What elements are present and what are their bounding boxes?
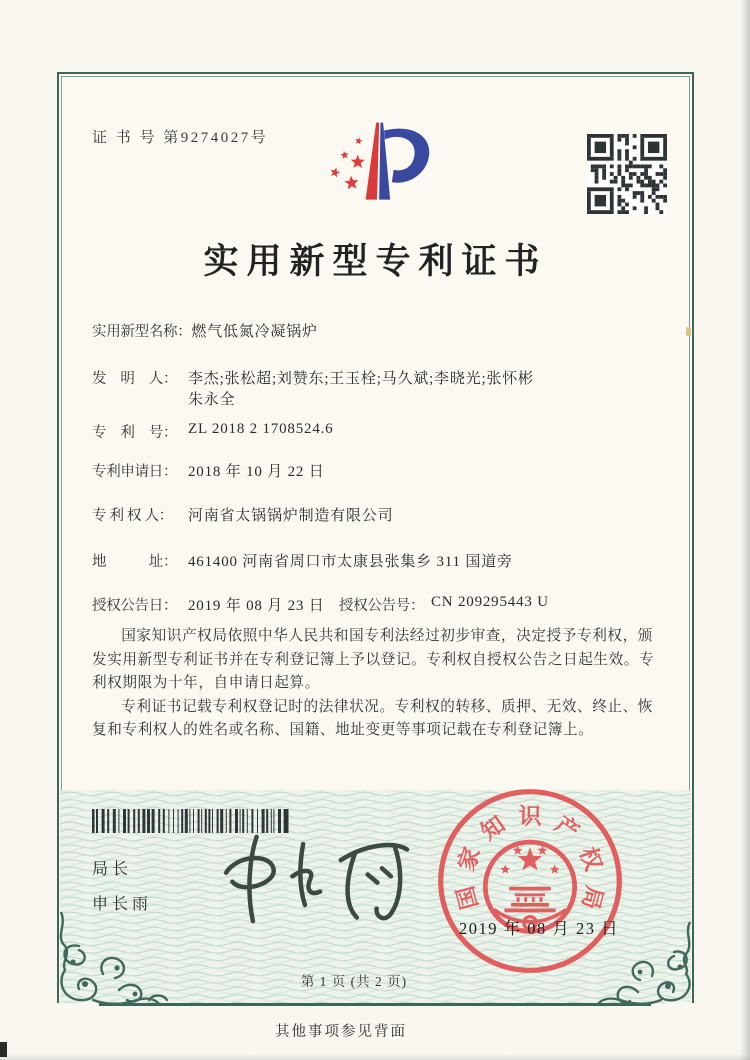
field-row-address (92, 550, 667, 571)
field-label: 发 明 人： (92, 371, 178, 387)
seal-date: 2019 年 08 月 23 日 (459, 919, 620, 938)
svg-text:国: 国 (452, 883, 483, 912)
svg-text:识: 识 (518, 804, 542, 829)
scan-artifact (0, 1042, 7, 1057)
svg-text:局: 局 (577, 883, 608, 912)
field-label: 授权公告日： (92, 598, 178, 614)
field-value: 461400 河南省周口市太康县张集乡 311 国道旁 (188, 554, 513, 570)
field-label: 专利申请日： (92, 464, 178, 480)
scan-artifact (686, 327, 691, 336)
certificate-title: 实用新型专利证书 (203, 242, 548, 281)
field-value: 2019 年 08 月 23 日 (188, 598, 325, 614)
svg-text:家: 家 (453, 843, 486, 874)
cnipa-logo-icon (314, 112, 489, 226)
field-label: 授权公告号： (339, 598, 425, 614)
field-row-grant (92, 594, 667, 615)
director-title: 局长 (92, 861, 133, 878)
field-label: 地 址： (92, 554, 178, 570)
inventor-line-1: 李杰;张松超;刘赞东;王玉栓;马久斌;李晓光;张怀彬 (188, 371, 534, 387)
field-value: 燃气低氮冷凝锅炉 (191, 324, 318, 340)
qr-code-icon (587, 134, 667, 214)
field-row-patentee (92, 504, 667, 525)
signature-handwriting-icon (201, 829, 416, 929)
inventor-line-2: 朱永全 (188, 392, 236, 408)
field-grant-number (339, 594, 659, 615)
director-name: 申长雨 (92, 896, 153, 913)
scan-edge-shadow (0, 1054, 750, 1060)
field-row-filing-date (92, 460, 667, 481)
footer-note: 其他事项参见背面 (275, 1024, 407, 1040)
svg-text:知: 知 (476, 811, 510, 845)
field-row-name (92, 320, 667, 341)
field-label: 实用新型名称： (92, 324, 192, 340)
legal-text (92, 625, 664, 743)
certificate-frame (57, 72, 694, 1003)
legal-paragraph-2: 专利证书记载专利权登记时的法律状况。专利权的转移、质押、无效、终止、恢复和专利权人的姓名或名称、国籍、地址变更等事项记载在专利登记簿上。 (92, 698, 653, 739)
field-label: 专 利 权 人： (92, 508, 173, 524)
certificate-number: 证 书 号 第9274027号 (92, 130, 269, 146)
field-row-inventor (92, 367, 667, 409)
page-indicator: 第 1 页 (共 2 页) (300, 974, 408, 989)
field-value: 2018 年 10 月 22 日 (188, 464, 325, 480)
field-value: ZL 2018 2 1708524.6 (188, 421, 334, 437)
field-value (188, 367, 667, 409)
legal-paragraph-1: 国家知识产权局依照中华人民共和国专利法经过初步审查，决定授予专利权，颁发实用新型专利证书并在专利登记簿上予以登记。专利权自授权公告之日起生效。专利权期限为十年，自申请日起算。 (92, 628, 655, 692)
field-value: CN 209295443 U (431, 594, 549, 610)
svg-text:权: 权 (574, 843, 607, 874)
bottom-border-rule (99, 1003, 651, 1006)
field-label: 专 利 号： (92, 425, 178, 441)
field-row-patent-number (92, 421, 667, 442)
svg-text:产: 产 (550, 811, 584, 845)
corner-ornament-left-icon (53, 912, 171, 1008)
scan-edge-shadow (740, 0, 750, 1060)
field-value: 河南省太锅锅炉制造有限公司 (188, 508, 394, 524)
